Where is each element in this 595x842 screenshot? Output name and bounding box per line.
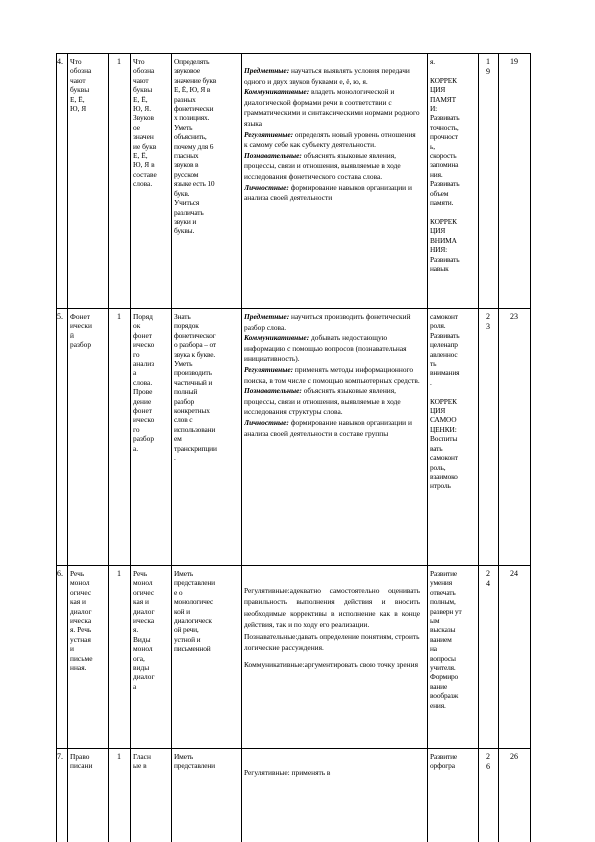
lesson-knowledge: Знать порядок фонетическог о разбора – от звука к букве. Уметь производить частичный и полный разбор конкретных слов с использовани ем транскрипции . — [174, 312, 217, 463]
row-number: 5. — [57, 312, 63, 321]
table-col-divider — [478, 53, 479, 842]
lesson-content: Что обозна чают буквы Е, Ё, Ю, Я. Звуков ое значен ие букв Е, Ё, Ю, Я в составе слова. — [133, 57, 157, 189]
table-row-divider — [56, 748, 531, 749]
lesson-correction: Развитие умения отвечать полным, разверн ут ым высказы ванием на вопросы учителя. Формиро вание вообразж ения. — [430, 569, 462, 710]
lesson-hours: 1 — [117, 569, 121, 578]
table-row-divider — [56, 308, 531, 309]
lesson-uud — [244, 768, 420, 777]
lesson-correction: самоконт роля. Развивать целенапр авленнос ть внимания . КОРРЕК ЦИЯ САМОО ЦЕНКИ: Воспиты вать самоконт роль, взаимоко нтроль — [430, 312, 460, 491]
uud-subject: Предметные: научаться выявлять условия передачи одного и двух звуков буквами е, ё, ю, я. — [244, 66, 410, 86]
lesson-knowledge: Иметь представлени е о монологичес кой и диалогическ ой речи, устной и письменной — [174, 569, 215, 654]
lesson-topic: Право писани — [70, 752, 93, 771]
lesson-date: 24 — [510, 569, 518, 578]
lesson-knowledge: Иметь представлени — [174, 752, 215, 771]
lesson-content: Гласн ые в — [133, 752, 151, 771]
uud-subject: Предметные: научиться производить фонетический разбор слова. — [244, 312, 411, 332]
uud-regulatory: Регулятивные: применять в — [244, 768, 331, 777]
row-number: 7. — [57, 752, 63, 761]
lesson-uud — [244, 585, 420, 671]
lesson-content: Речь монол огичес кая и диалог ическа я. Виды монол ога, виды диалог а — [133, 569, 155, 691]
uud-regulatory: Регулятивные: применять методы информационного поиска, в том числе с помощью компьютерных средств. — [244, 364, 420, 385]
table-col-divider — [498, 53, 499, 842]
uud-regulatory: Регулятивные: определять новый уровень отношения к самому себе как субъекту деятельности. — [244, 129, 416, 150]
uud-communicative: Коммуникативные: добывать недостающую информацию с помощью вопросов (познавательная инициативность). — [244, 333, 407, 364]
table-row-divider — [56, 565, 531, 566]
table-border-left — [56, 53, 57, 842]
lesson-knowledge: Определять звуковое значение букв Е, Ё, Ю, Я в разных фонетически х позициях. Уметь объяснить, почему для 6 гласных звуков в русском языке есть 10 букв. Учиться различать звуки и буквы. — [174, 57, 217, 236]
lesson-date: 23 — [510, 312, 518, 321]
table-col-divider — [67, 53, 68, 842]
table-border-right — [530, 53, 531, 842]
uud-communicative: Коммуникативные: владеть монологической и диалогической формами речи в соответствии с грамматическими и синтаксическими нормами родного языка — [244, 87, 420, 128]
uud-communicative: Коммуникативные:аргументировать свою точку зрения — [244, 660, 418, 670]
uud-cognitive: Познавательные: объяснять языковые явления, процессы, связи и отношения, выявляемые в ходе исследования структуры слова. — [244, 386, 401, 417]
row-number: 4. — [57, 57, 63, 66]
lesson-date: 19 — [510, 57, 518, 66]
uud-cognitive: Познавательные: объяснять языковые явления, процессы, связи и отношения, выявляемые в ходе исследования фонетического состава слова. — [244, 150, 401, 181]
lesson-correction: я. КОРРЕК ЦИЯ ПАМЯТ И: Развивать точность, прочност ь, скорость запомина ния. Развивать объем памяти. КОРРЕК ЦИЯ ВНИМА НИЯ: Развивать навык — [430, 57, 460, 273]
lesson-week: 2 4 — [486, 569, 490, 588]
lesson-date: 26 — [510, 752, 518, 761]
lesson-correction: Развитие орфогра — [430, 752, 458, 771]
table-col-divider — [108, 53, 109, 842]
lesson-hours: 1 — [117, 57, 121, 66]
lesson-topic: Что обозна чают буквы Е, Ё, Ю, Я — [70, 57, 92, 114]
lesson-hours: 1 — [117, 752, 121, 761]
uud-personal: Личностные: формирование навыков организации и анализа своей деятельности в составе группы — [244, 417, 412, 438]
lesson-hours: 1 — [117, 312, 121, 321]
lesson-week: 2 3 — [486, 312, 490, 331]
lesson-topic: Фонет ически й разбор — [70, 312, 92, 350]
lesson-uud — [244, 66, 420, 204]
table-col-divider — [171, 53, 172, 842]
uud-cognitive: Познавательные:давать определение понятиям, строить логические рассуждения. — [244, 631, 420, 653]
table-col-divider — [130, 53, 131, 842]
lesson-uud — [244, 312, 420, 439]
uud-personal: Личностные: формирование навыков организации и анализа своей деятельности — [244, 182, 412, 203]
table-col-divider — [241, 53, 242, 842]
uud-regulatory: Регулятивные:адекватно самостоятельно оценивать правильность выполнения действия и вносить необходимые коррективы в исполнение как в конце действия, так и по ходу его реализации. — [244, 586, 420, 630]
lesson-week: 2 6 — [486, 752, 490, 771]
row-number: 6. — [57, 569, 63, 578]
lesson-week: 1 9 — [486, 57, 490, 76]
lesson-content: Поряд ок фонет ическо го анализ а слова. Прове дение фонет ическо го разбор а. — [133, 312, 155, 453]
table-col-divider — [427, 53, 428, 842]
table-border-top — [56, 53, 531, 54]
lesson-topic: Речь монол огичес кая и диалог ическа я. Речь устная и письме нная. — [70, 569, 93, 673]
